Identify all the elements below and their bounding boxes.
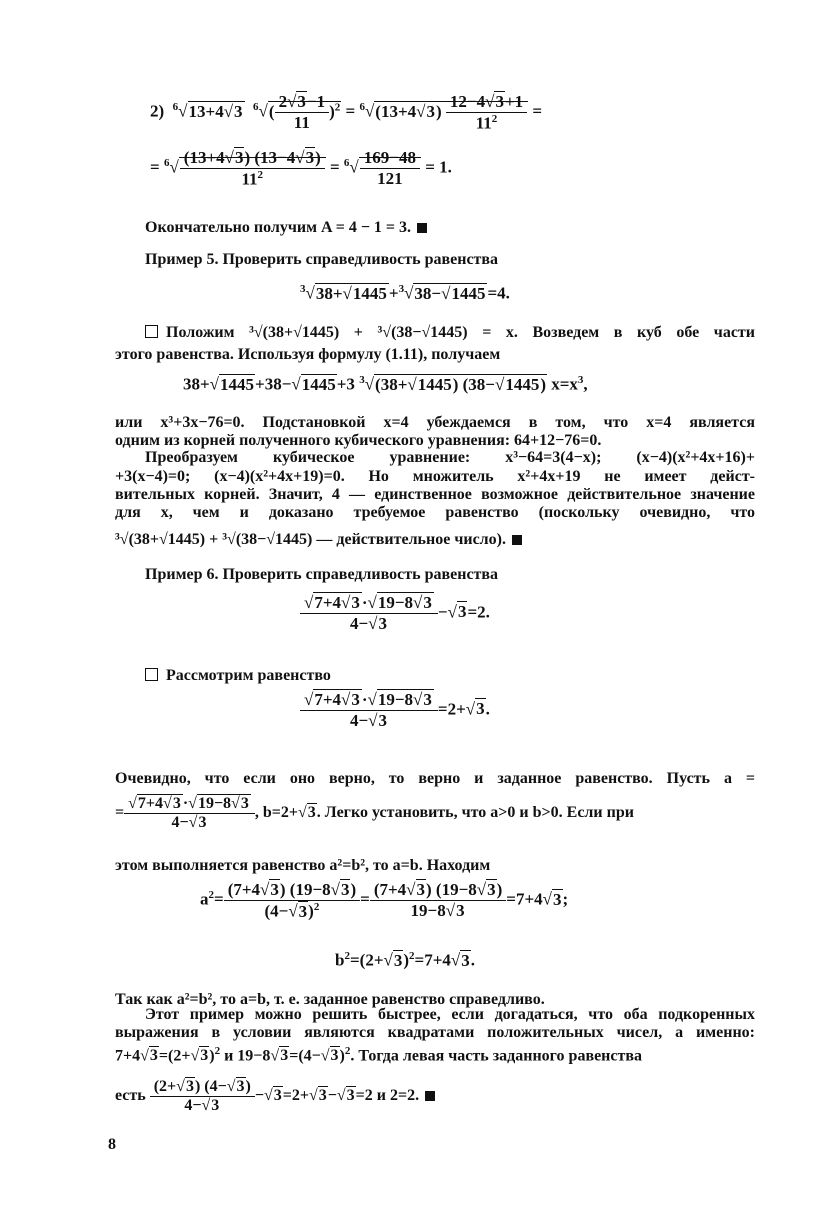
proof-5-line-6: +3(x−4)=0; (x−4)(x²+4x+19)=0. Но множитель x²+4x+19 не имеет дейст- bbox=[115, 468, 755, 485]
example-6-equation: $\frac{√7+4√3 \cdot√19-8√3}{4-√3}$ −√3=2. bbox=[300, 593, 490, 634]
qed-icon bbox=[425, 1091, 435, 1101]
proof-5-line-7: вительных корней. Значит, 4 — единственное возможное действительное значение bbox=[115, 486, 755, 503]
note-line-1: Этот пример можно решить быстрее, если догадаться, что оба подкоренных bbox=[145, 1006, 755, 1023]
proof-6-line-3: этом выполняется равенство a²=b², то a=b. Находим bbox=[115, 857, 491, 874]
qed-icon bbox=[512, 535, 522, 545]
proof-5-line-9-text: ³√(38+√1445) + ³√(38−√1445) — действительное число). bbox=[115, 531, 506, 548]
note-line-3: $7+4√3=(2+√3)^2$ и $19-8√3=(4-√3)^2$. Тогда левая часть заданного равенства bbox=[115, 1045, 642, 1065]
a-squared-equation: $a^2=$ $\frac{(7+4√3) (19-8√3)}{(4-√3)^2}$ = $\frac{(7+4√3) (19-8√3)}{19-8√3}$ =7+4√3; bbox=[200, 880, 569, 921]
proof-5-line-4: одним из корней полученного кубического уравнения: 64+12−76=0. bbox=[115, 432, 602, 449]
proof-5-line-3: или x³+3x−76=0. Подстановкой x=4 убеждаемся в том, что x=4 является bbox=[115, 414, 755, 431]
consider-text: Рассмотрим равенство bbox=[166, 667, 331, 684]
result-text: Окончательно получим A = 4 − 1 = 3. bbox=[145, 219, 412, 236]
proof-5-line-8: для x, чем и доказано требуемое равенство (поскольку очевидно, что bbox=[115, 504, 755, 521]
equation-line-2 bbox=[0, 0, 1, 1]
qed-icon bbox=[417, 223, 427, 233]
final-equation: есть $\frac{(2+√3) (4-√3)}{4-√3}$ −√3=2+√3−√3=2 и 2=2. bbox=[115, 1078, 435, 1115]
equation-line-1-render: 2) $^6$√13+4√3 $^6$√( $\frac{2√3-1}{11}$ )$^2$ = $^6$√(13+4√3) $\frac{12-4√3+1}{11^2}$ = bbox=[150, 92, 543, 133]
proof-5-line-1-text: Положим ³√(38+√1445) + ³√(38−√1445) = x. Возведем в куб обе части bbox=[166, 324, 755, 341]
equation-line-2-render: = $^6$√ $\frac{(13+4√3) (13-4√3)}{11^2}$ = $^6$√ $\frac{169-48}{121}$ = 1. bbox=[150, 148, 452, 189]
example-5-equation: $^3$√38+√1445 +$^3$√38−√1445 =4. bbox=[300, 283, 510, 303]
proof-start-icon bbox=[145, 325, 158, 338]
proof-5-line-1 bbox=[145, 323, 755, 343]
proof-start-icon bbox=[145, 668, 158, 681]
proof-5-line-9 bbox=[115, 530, 522, 550]
proof-5-line-5: Преобразуем кубическое уравнение: x³−64=3(4−x); (x−4)(x²+4x+16)+ bbox=[145, 449, 755, 466]
example-6-heading: Пример 6. Проверить справедливость равенства bbox=[145, 566, 499, 583]
proof-5-line-2: этого равенства. Используя формулу (1.11), получаем bbox=[115, 346, 501, 363]
example-5-heading: Пример 5. Проверить справедливость равенства bbox=[145, 251, 499, 268]
consider-line bbox=[145, 666, 331, 686]
note-line-2: выражения в условии являются квадратами положительных чисел, а именно: bbox=[115, 1024, 755, 1041]
conclusion-line: Так как a²=b², то a=b, т. е. заданное равенство справедливо. bbox=[115, 991, 545, 1008]
proof-6-line-1: Очевидно, что если оно верно, то верно и заданное равенство. Пусть a = bbox=[115, 770, 755, 787]
page-number: 8 bbox=[108, 1136, 116, 1153]
b-squared-equation: $b^2=(2+√3)^2=7+4√3$. bbox=[335, 950, 475, 970]
cubed-equation: 38+√1445+38−√1445+3 $^3$√(38+√1445) (38−√1445) $x=x^3$, bbox=[183, 374, 588, 394]
result-line bbox=[145, 218, 427, 238]
proof-6-line-2: = $\frac{√7+4√3 \cdot√19-8√3}{4-√3}$ , b=2+√3. Легко установить, что a>0 и b>0. Если при bbox=[115, 795, 634, 831]
considered-equation: $\frac{√7+4√3 \cdot√19-8√3}{4-√3}$ =2+√3. bbox=[300, 690, 490, 731]
